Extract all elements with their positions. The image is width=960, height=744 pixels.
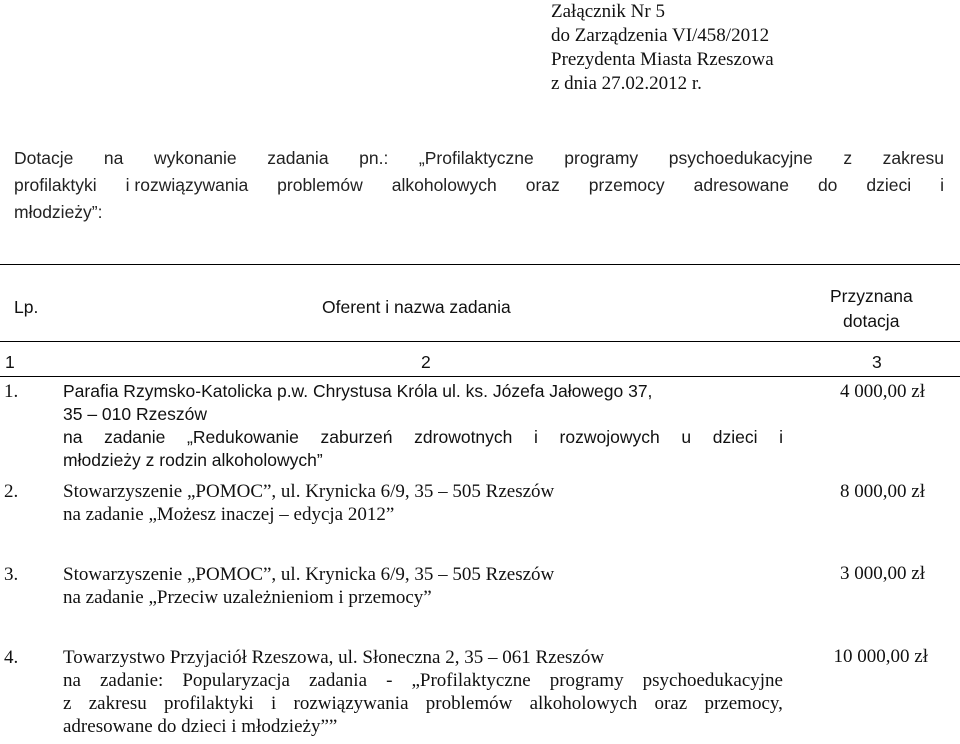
row-1-line-3: na zadanie „Redukowanie zaburzeń zdrowotnych i rozwojowych u dzieci i (63, 427, 783, 447)
row-4-lp: 4. (4, 647, 19, 668)
row-4-line-4: adresowane do dzieci i młodzieży”” (63, 716, 338, 737)
column-number-3: 3 (872, 352, 882, 372)
column-number-2: 2 (421, 352, 431, 372)
row-3-entry (63, 563, 783, 609)
row-4-line-3: z zakresu profilaktyki i rozwiązywania problemów alkoholowych oraz przemocy, (63, 693, 783, 714)
intro-line-3: młodzieży”: (14, 202, 103, 222)
row-4-line-1: Towarzystwo Przyjaciół Rzeszowa, ul. Słoneczna 2, 35 – 061 Rzeszów (63, 647, 605, 668)
row-3-amount: 3 000,00 zł (840, 563, 925, 584)
header-lp: Lp. (14, 297, 39, 317)
column-numbers-rule (0, 376, 960, 377)
row-3-line-1: Stowarzyszenie „POMOC”, ul. Krynicka 6/9, 35 – 505 Rzeszów (63, 564, 555, 585)
header-dotacja-line1: Przyznana (830, 286, 913, 306)
header-dotacja-line2: dotacja (843, 311, 900, 331)
intro-paragraph (14, 145, 944, 226)
row-1-line-4: młodzieży z rodzin alkoholowych” (63, 450, 323, 470)
row-4-entry (63, 646, 783, 738)
intro-line-2: profilaktyki i rozwiązywania problemów alkoholowych oraz przemocy adresowane do dzieci i (14, 175, 944, 195)
table-top-rule (0, 264, 960, 265)
column-number-1: 1 (5, 352, 15, 372)
annex-issuer: Prezydenta Miasta Rzeszowa (551, 49, 774, 70)
header-bottom-rule (0, 341, 960, 342)
row-4-amount: 10 000,00 zł (833, 646, 928, 667)
intro-line-1: Dotacje na wykonanie zadania pn.: „Profilaktyczne programy psychoedukacyjne z zakresu (14, 148, 944, 168)
row-1-amount: 4 000,00 zł (840, 381, 925, 402)
row-2-lp: 2. (4, 481, 19, 502)
row-1-line-2: 35 – 010 Rzeszów (63, 404, 207, 424)
annex-date: z dnia 27.02.2012 r. (551, 73, 702, 94)
row-3-line-2: na zadanie „Przeciw uzależnieniom i przemocy” (63, 587, 432, 608)
row-2-entry (63, 480, 783, 526)
row-3-lp: 3. (4, 564, 19, 585)
annex-number: Załącznik Nr 5 (551, 1, 665, 22)
header-oferent: Oferent i nazwa zadania (322, 297, 511, 317)
row-1-lp: 1. (4, 381, 19, 402)
row-1-entry (63, 380, 783, 472)
row-2-amount: 8 000,00 zł (840, 481, 925, 502)
row-4-line-2: na zadanie: Popularyzacja zadania - „Profilaktyczne programy psychoedukacyjne (63, 670, 783, 691)
annex-header (551, 0, 774, 96)
annex-regulation: do Zarządzenia VI/458/2012 (551, 25, 770, 46)
row-1-line-1: Parafia Rzymsko-Katolicka p.w. Chrystusa Króla ul. ks. Józefa Jałowego 37, (63, 381, 653, 401)
row-2-line-1: Stowarzyszenie „POMOC”, ul. Krynicka 6/9, 35 – 505 Rzeszów (63, 481, 555, 502)
row-2-line-2: na zadanie „Możesz inaczej – edycja 2012” (63, 504, 395, 525)
